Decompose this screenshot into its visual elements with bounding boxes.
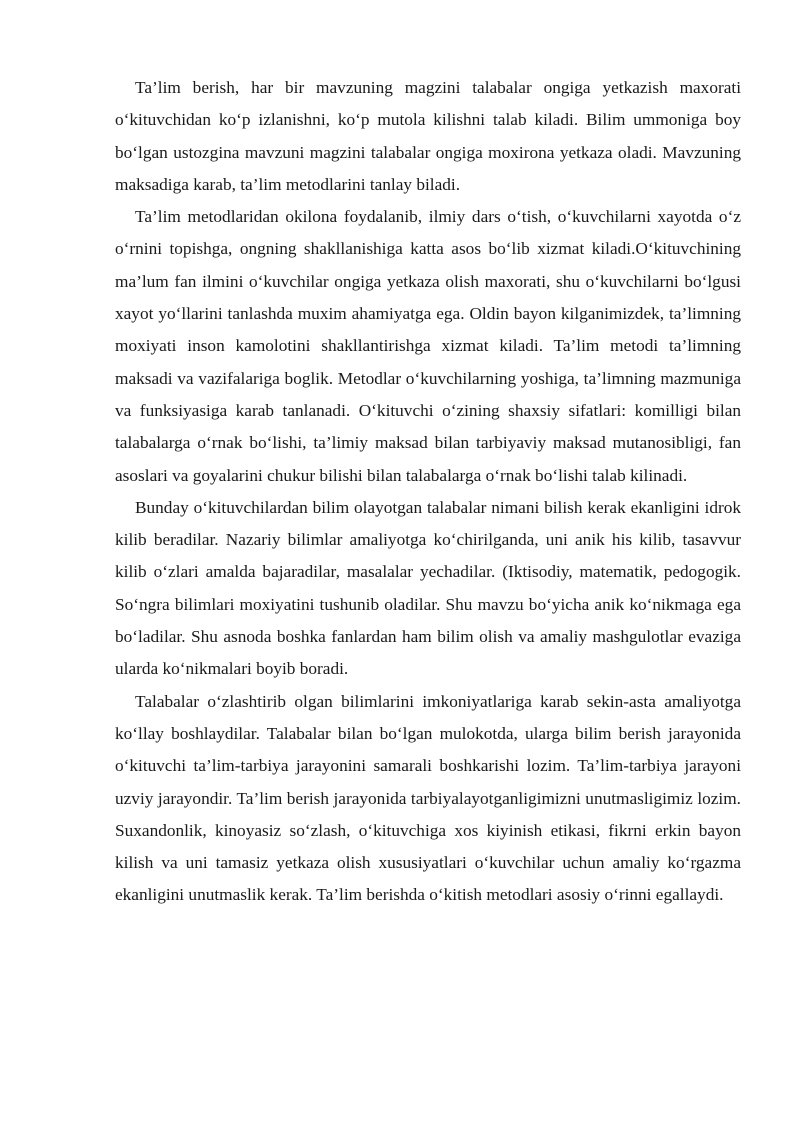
- paragraph-4: Talabalar o‘zlashtirib olgan bilimlarini imkoniyatlariga karab sekin-asta amaliyotga ko‘llay boshlaydilar. Talabalar bilan bo‘lgan mulokotda, ularga bilim berish jarayonida o‘kituvchi ta’lim-tarbiya jarayonini samarali boshkarishi lozim. Ta’lim-tarbiya jarayoni uzviy jarayondir. Ta’lim berish jarayonida tarbiyalayotganligimizni unutmasligimiz lozim. Suxandonlik, kinoyasiz so‘zlash, o‘kituvchiga xos kiyinish etikasi, fikrni erkin bayon kilish va uni tamasiz yetkaza olish xususiyatlari o‘kuvchilar uchun amaliy ko‘rgazma ekanligini unutmaslik kerak. Ta’lim berishda o‘kitish metodlari asosiy o‘rinni egallaydi.: [115, 691, 741, 905]
- document-page: [115, 72, 741, 912]
- paragraph-2: Ta’lim metodlaridan okilona foydalanib, ilmiy dars o‘tish, o‘kuvchilarni xayotda o‘z o‘rnini topishga, ongning shakllanishiga katta asos bo‘lib xizmat kiladi.O‘kituvchining ma’lum fan ilmini o‘kuvchilar ongiga yetkaza olish maxorati, shu o‘kuvchilarni bo‘lgusi xayot yo‘llarini tanlashda muxim ahamiyatga ega. Oldin bayon kilganimizdek, ta’limning moxiyati inson kamolotini shakllantirishga xizmat kiladi. Ta’lim metodi ta’limning maksadi va vazifalariga boglik. Metodlar o‘kuvchilarning yoshiga, ta’limning mazmuniga va funksiyasiga karab tanlanadi. O‘kituvchi o‘zining shaxsiy sifatlari: komilligi bilan talabalarga o‘rnak bo‘lishi, ta’limiy maksad bilan tarbiyaviy maksad mutanosibligi, fan asoslari va goyalarini chukur bilishi bilan talabalarga o‘rnak bo‘lishi talab kilinadi.: [115, 207, 741, 485]
- paragraph-3: Bunday o‘kituvchilardan bilim olayotgan talabalar nimani bilish kerak ekanligini idrok kilib beradilar. Nazariy bilimlar amaliyotga ko‘chirilganda, uni anik his kilib, tasavvur kilib o‘zlari amalda bajaradilar, masalalar yechadilar. (Iktisodiy, matematik, pedogogik. So‘ngra bilimlari moxiyatini tushunib oladilar. Shu mavzu bo‘yicha anik ko‘nikmaga ega bo‘ladilar. Shu asnoda boshka fanlardan ham bilim olish va amaliy mashgulotlar evaziga ularda ko‘nikmalari boyib boradi.: [115, 497, 741, 679]
- paragraph-1: Ta’lim berish, har bir mavzuning magzini talabalar ongiga yetkazish maxorati o‘kituvchidan ko‘p izlanishni, ko‘p mutola kilishni talab kiladi. Bilim ummoniga boy bo‘lgan ustozgina mavzuni magzini talabalar ongiga moxirona yetkaza oladi. Mavzuning maksadiga karab, ta’lim metodlarini tanlay biladi.: [115, 78, 741, 194]
